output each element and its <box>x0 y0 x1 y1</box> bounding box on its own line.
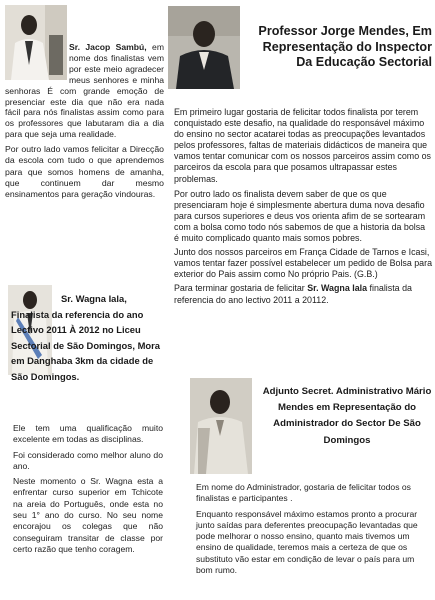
photo-mario-mendes <box>190 378 252 474</box>
sambu-body <box>5 144 164 202</box>
wagna-paragraph-3: Neste momento o Sr. Wagna esta a enfrentar curso superior em Tchicote na areia do Português, onde esta no seu 1° ano do curso. No seu nome encorajou os colegas que não conseguiram transitar de classe por certo razão que tenho coragem. <box>13 476 163 554</box>
sambu-intro-text: em nome dos finalistas vem por este meio agradecer meus senhores e minha senhoras É com grande emoção de presenciar este dia que não era nada fácil para nós finalistas assim como para os professores que labutaram dia a dia para que seja uma realidade. <box>5 42 164 140</box>
jorge-paragraph-4 <box>174 283 432 305</box>
jorge-paragraph-2: Por outro lado os finalista devem saber de que os que presenciaram hoje é simplesmente abertura duma nova desafio para cursos superiores e deus vos orienta afim de se sortearam com a bolsa como todo nós sabemos de que a historia da bolsa é muito complicado quanto mais somos pobres. <box>174 188 426 244</box>
wagna-paragraph-2: Foi considerado como melhor aluno do ano. <box>13 449 163 471</box>
jorge-paragraph-1: Em primeiro lugar gostaria de felicitar todos finalista por terem conquistado este desafio, na qualidade do responsável máximo do ensino no sector acatarei todas as preocupações levantados pelos professores, faltas de materiais didácticos de maneira que vamos tentar comunicar com os nossos parceiros assim como os parceiros da escola para que posamos ultrapassar estes problemas. <box>174 107 431 184</box>
mario-paragraph-1: Em nome do Administrador, gostaria de felicitar todos os finalistas e participantes . <box>196 482 411 504</box>
photo-jorge-mendes <box>168 6 240 89</box>
mario-speech <box>196 482 432 578</box>
jorge-closing-text-a: Para terminar gostaria de felicitar <box>174 283 308 294</box>
sambu-photo-spacer <box>5 42 69 82</box>
wagna-heading: Sr. Wagna Iala, Finalista da referencia do ano Lectivo 2011 À 2012 no Liceu Sectorial de São Domingos, Mora em Danghaba 3km da cidade de São Domingos. <box>11 293 160 382</box>
sambu-paragraph-2: Por outro lado vamos felicitar a Direcção da escola com tudo o que aprendemos para que somos homens de amanha, que continuem dar mesmo ensinamentos para geração vindouras. <box>5 144 164 200</box>
sambu-name: Sr. Jacop Sambú, <box>69 42 147 52</box>
sambu-speech <box>5 42 164 142</box>
sambu-paragraph-1 <box>5 42 164 140</box>
jorge-speech <box>174 107 432 308</box>
mario-heading: Adjunto Secret. Administrativo Mário Mendes em Representação do Administrador do Sector De São Domingos <box>262 386 432 446</box>
wagna-paragraph-1: Ele tem uma qualificação muito excelente em todas as disciplinas. <box>13 423 163 445</box>
jorge-heading: Professor Jorge Mendes, Em Representação do Inspector Da Educação Sectorial <box>258 24 432 70</box>
jorge-closing-text-b: finalista da referencia do ano lectivo 2011 a 20112. <box>174 283 412 305</box>
wagna-speech <box>13 423 163 557</box>
mario-paragraph-2: Enquanto responsável máximo estamos pronto a procurar junto saídas para deferentes preocupação levantadas que pode melhorar o nosso ensino, quanto mais tivemos um ensino de qualidade, teremos mais a certeza de que os substituto vão estar em condição de levar o país para um bom rumo. <box>196 508 418 576</box>
jorge-paragraph-3: Junto dos nossos parceiros em França Cidade de Tarnos e Icasi, vamos tentar fazer possível estabelecer um pedido de Bolsa para exterior do Pais assim como No próprio Pais. (G.B.) <box>174 247 433 280</box>
jorge-closing-name: Sr. Wagna Iala <box>307 283 368 294</box>
